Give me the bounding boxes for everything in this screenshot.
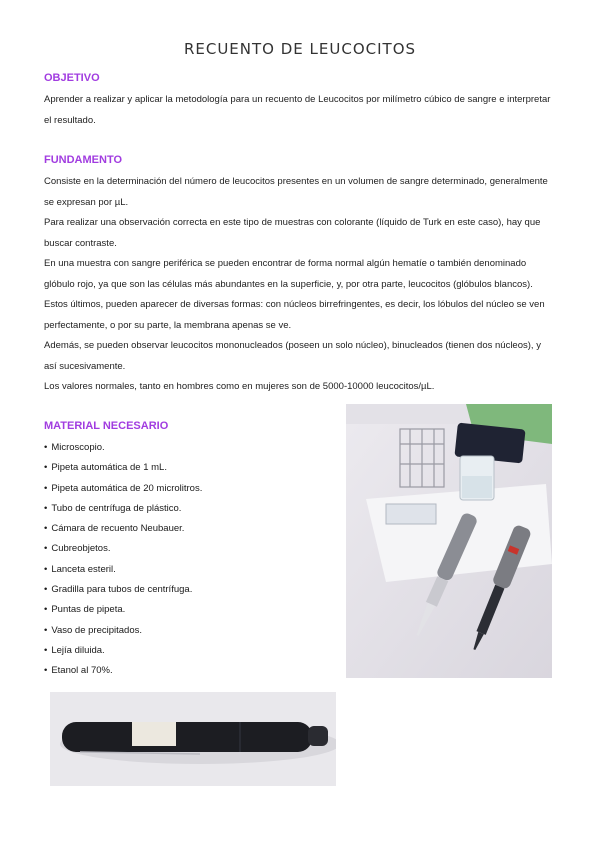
material-item: • Cámara de recuento Neubauer. — [44, 519, 202, 539]
fundamento-text — [44, 172, 554, 398]
material-item: • Lejía diluida. — [44, 641, 202, 661]
material-item: • Lanceta esteril. — [44, 560, 202, 580]
page-title: RECUENTO DE LEUCOCITOS — [183, 40, 417, 59]
lab-materials-illustration — [346, 404, 552, 678]
lancet-device-photo — [50, 692, 336, 786]
material-item: • Puntas de pipeta. — [44, 600, 202, 620]
lab-materials-photo — [346, 404, 552, 678]
material-item: • Pipeta automática de 1 mL. — [44, 458, 202, 478]
fundamento-paragraph-4: Además, se pueden observar leucocitos mononucleados (poseen un solo núcleo), binucleados (tienen dos núcleos), y así sucesivamente. — [44, 340, 541, 372]
material-item: • Cubreobjetos. — [44, 539, 202, 559]
material-item: • Tubo de centrífuga de plástico. — [44, 499, 202, 519]
material-list — [44, 438, 202, 682]
fundamento-paragraph-2: Para realizar una observación correcta en este tipo de muestras con colorante (líquido de Turk en este caso), hay que buscar contraste. — [44, 217, 541, 249]
material-item: • Microscopio. — [44, 438, 202, 458]
objetivo-paragraph: Aprender a realizar y aplicar la metodología para un recuento de Leucocitos por milímetro cúbico de sangre e interpretar el resultado. — [44, 94, 551, 126]
lancet-device-illustration — [50, 692, 336, 786]
fundamento-paragraph-5: Los valores normales, tanto en hombres como en mujeres son de 5000-10000 leucocitos/µL. — [44, 381, 435, 392]
objetivo-heading: OBJETIVO — [44, 72, 100, 84]
material-heading: MATERIAL NECESARIO — [44, 420, 169, 432]
material-item: • Gradilla para tubos de centrífuga. — [44, 580, 202, 600]
material-item: • Vaso de precipitados. — [44, 621, 202, 641]
fundamento-heading: FUNDAMENTO — [44, 154, 123, 166]
material-item: • Etanol al 70%. — [44, 661, 202, 681]
fundamento-paragraph-3: En una muestra con sangre periférica se pueden encontrar de forma normal algún hematíe o también denominado glóbulo rojo, ya que son las células más abundantes en la superficie, y, por otra parte, leucocitos (glóbulos blancos). Estos últimos, pueden aparecer de diversas formas: con núcleos birrefringentes, es decir, los lóbulos del núcleo se ven perfectamente, o por su parte, la membrana apenas se ve. — [44, 258, 545, 331]
objetivo-text — [44, 90, 554, 131]
fundamento-paragraph-1: Consiste en la determinación del número de leucocitos presentes en un volumen de sangre determinado, generalmente se expresan por µL. — [44, 176, 548, 208]
material-item: • Pipeta automática de 20 microlitros. — [44, 479, 202, 499]
